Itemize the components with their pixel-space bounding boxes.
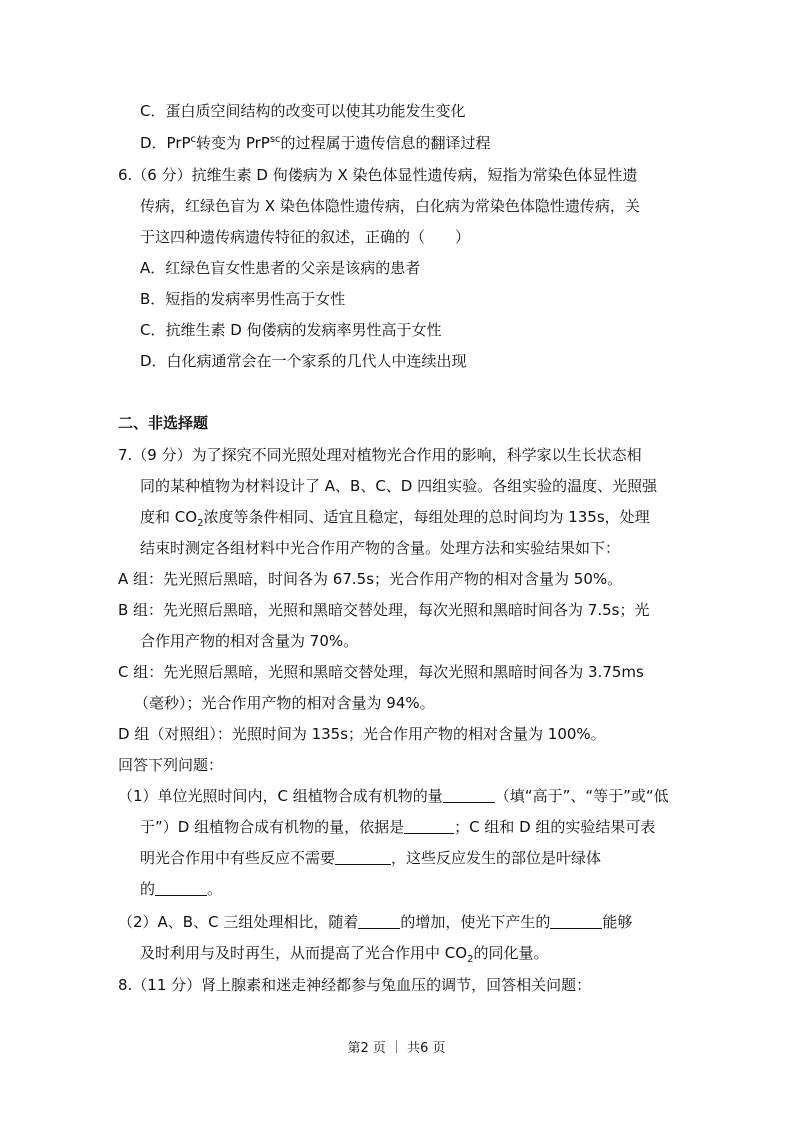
q7-stem-line-3: [140, 507, 650, 527]
page-footer: 第2 页 ｜ 共6 页: [347, 1041, 446, 1056]
q5-option-d: [140, 133, 491, 153]
answer-blank[interactable]: [443, 787, 495, 803]
q5-d-text-1: D．PrP: [140, 134, 191, 152]
q7-part2-line-1: [118, 912, 632, 932]
q7-p2-l2-sub: 2: [467, 954, 474, 965]
q7-p2-l2-text-2: 的同化量。: [473, 944, 549, 962]
q7-answer-prompt: 回答下列问题：: [118, 756, 224, 774]
q7-p1-l1-text-1: （1）单位光照时间内，C 组植物合成有机物的量: [118, 787, 443, 805]
q5-d-sup-1: c: [190, 134, 197, 145]
q6-option-c: C．抗维生素 D 佝偻病的发病率男性高于女性: [140, 321, 442, 339]
q6-option-b: B．短指的发病率男性高于女性: [140, 290, 346, 308]
q7-p2-l1-text-1: （2）A、B、C 三组处理相比，随着: [118, 913, 359, 931]
q7-p1-l4-text-2: 。: [207, 880, 223, 898]
q7-p1-l3-text-2: ，这些反应发生的部位是叶绿体: [391, 849, 602, 867]
q5-d-text-3: 的过程属于遗传信息的翻译过程: [280, 134, 491, 152]
answer-blank[interactable]: [358, 913, 400, 929]
q7-group-c-line-2: （毫秒）；光合作用产物的相对含量为 94%。: [134, 694, 435, 712]
q8-stem-line-1: 8.（11 分）肾上腺素和迷走神经都参与兔血压的调节，回答相关问题：: [118, 976, 592, 994]
q7-part2-line-2: [140, 943, 548, 963]
section-title: 二、非选择题: [118, 414, 209, 432]
q7-p2-l1-text-2: 的增加，使光下产生的: [400, 913, 551, 931]
q6-option-d: D．白化病通常会在一个家系的几代人中连续出现: [140, 352, 467, 370]
q7-group-b-line-1: B 组：先光照后黑暗，光照和黑暗交替处理，每次光照和黑暗时间各为 7.5s；光: [118, 601, 650, 619]
q7-stem-line-2: 同的某种植物为材料设计了 A、B、C、D 四组实验。各组实验的温度、光照强: [140, 477, 658, 495]
q6-stem-line-2: 传病，红绿色盲为 X 染色体隐性遗传病，白化病为常染色体隐性遗传病，关: [140, 197, 640, 215]
q7-p1-l3-text-1: 明光合作用中有些反应不需要: [140, 849, 336, 867]
q6-stem-line-3: 于这四种遗传病遗传特征的叙述，正确的（ ）: [140, 228, 471, 246]
q7-l3-text-1: 度和 CO: [140, 508, 198, 526]
q7-p2-l2-text-1: 及时利用与及时再生，从而提高了光合作用中 CO: [140, 944, 468, 962]
answer-blank[interactable]: [335, 849, 391, 865]
q6-option-a: A．红绿色盲女性患者的父亲是该病的患者: [140, 259, 421, 277]
q7-stem-line-1: 7.（9 分）为了探究不同光照处理对植物光合作用的影响，科学家以生长状态相: [118, 446, 642, 464]
q7-p1-l2-text-2: ；C 组和 D 组的实验结果可表: [454, 818, 656, 836]
answer-blank[interactable]: [550, 913, 602, 929]
q5-d-text-2: 转变为 PrP: [196, 134, 270, 152]
answer-blank[interactable]: [404, 818, 454, 834]
q7-stem-line-4: 结束时测定各组材料中光合作用产物的含量。处理方法和实验结果如下：: [140, 539, 621, 557]
q5-option-c: C．蛋白质空间结构的改变可以使其功能发生变化: [140, 102, 466, 120]
q7-part1-line-1: [118, 786, 669, 806]
q7-group-c-line-1: C 组：先光照后黑暗，光照和黑暗交替处理，每次光照和黑暗时间各为 3.75ms: [118, 663, 644, 681]
q7-group-b-line-2: 合作用产物的相对含量为 70%。: [140, 632, 359, 650]
q7-l3-text-2: 浓度等条件相同、适宜且稳定，每组处理的总时间均为 135s，处理: [203, 508, 650, 526]
q7-group-d: D 组（对照组）：光照时间为 135s；光合作用产物的相对含量为 100%。: [118, 725, 606, 743]
q7-l3-sub: 2: [197, 518, 204, 529]
q7-p1-l1-text-2: （填“高于”、“等于”或“低: [494, 787, 669, 805]
q7-group-a: A 组：先光照后黑暗，时间各为 67.5s；光合作用产物的相对含量为 50%。: [118, 570, 623, 588]
answer-blank[interactable]: [155, 880, 207, 896]
q7-p1-l2-text-1: 于”）D 组植物合成有机物的量，依据是: [140, 818, 405, 836]
q7-p1-l4-text-1: 的: [140, 880, 156, 898]
q7-part1-line-4: [140, 879, 222, 899]
q6-stem-line-1: 6.（6 分）抗维生素 D 佝偻病为 X 染色体显性遗传病，短指为常染色体显性遗: [118, 166, 638, 184]
q7-part1-line-2: [140, 817, 655, 837]
q7-p2-l1-text-3: 能够: [602, 913, 633, 931]
q5-d-sup-2: sc: [269, 134, 281, 145]
q7-part1-line-3: [140, 848, 601, 868]
